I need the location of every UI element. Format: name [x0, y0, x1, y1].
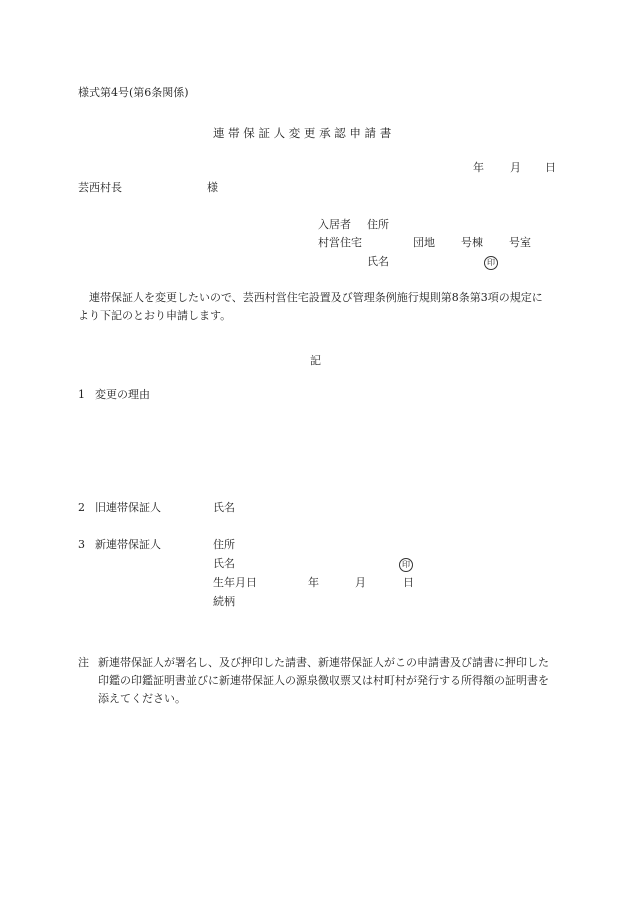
item-3-birth-year: 年 — [308, 576, 319, 589]
item-2-label: 旧連帯保証人 — [95, 501, 161, 514]
applicant-complex-label: 団地 — [413, 236, 435, 249]
note-label: 注 — [78, 656, 89, 669]
document-title: 連 帯 保 証 人 変 更 承 認 申 請 書 — [213, 126, 392, 140]
form-number: 様式第4号(第6条関係) — [78, 86, 189, 99]
item-3-name-label: 氏名 — [213, 557, 235, 570]
date-year: 年 — [473, 161, 484, 174]
seal-mark: 印 — [484, 256, 498, 270]
item-3-birth-month: 月 — [355, 576, 366, 589]
item-3-birth-day: 日 — [403, 576, 414, 589]
applicant-seal — [484, 255, 498, 270]
seal-mark: 印 — [399, 558, 413, 572]
item-3-address-label: 住所 — [213, 538, 235, 551]
item-3-number: 3 — [78, 538, 85, 551]
ki-heading: 記 — [310, 354, 321, 367]
item-3-label: 新連帯保証人 — [95, 538, 161, 551]
applicant-address-label: 住所 — [367, 218, 389, 231]
request-statement — [78, 289, 553, 325]
applicant-role: 入居者 — [318, 218, 351, 231]
note-text: 新連帯保証人が署名し、及び押印した請書、新連帯保証人がこの申請書及び請書に押印した印鑑の印鑑証明書並びに新連帯保証人の源泉徴収票又は村町村が発行する所得額の証明書を添えてください。 — [98, 656, 549, 705]
item-3-relation-label: 続柄 — [213, 595, 235, 608]
date-day: 日 — [545, 161, 556, 174]
applicant-housing-label: 村営住宅 — [318, 236, 362, 249]
applicant-building-label: 号棟 — [461, 236, 483, 249]
item-1-number: 1 — [78, 388, 85, 401]
item-3-birth-label: 生年月日 — [213, 576, 257, 589]
applicant-name-label: 氏名 — [367, 255, 389, 268]
item-1-label: 変更の理由 — [95, 388, 150, 401]
addressee-honorific: 様 — [207, 181, 218, 194]
date-month: 月 — [510, 161, 521, 174]
request-statement-text: 連帯保証人を変更したいので、芸西村営住宅設置及び管理条例施行規則第8条第3項の規定により下記のとおり申請します。 — [78, 291, 543, 322]
applicant-room-label: 号室 — [509, 236, 531, 249]
item-2-number: 2 — [78, 501, 85, 514]
item-2-name-label: 氏名 — [213, 501, 235, 514]
addressee-name: 芸西村長 — [78, 181, 122, 194]
item-3-seal — [399, 557, 413, 572]
